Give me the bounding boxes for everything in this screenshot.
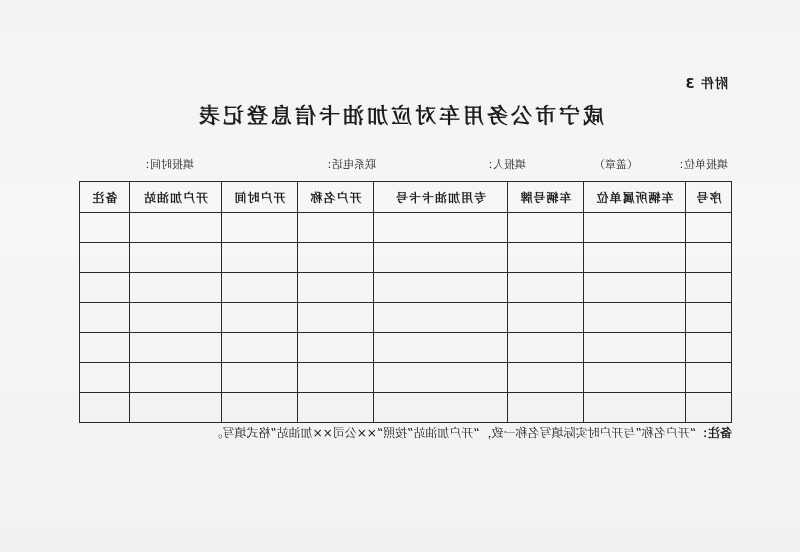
table-cell	[584, 243, 686, 273]
table-cell	[130, 333, 222, 363]
table-cell	[686, 213, 732, 243]
page-title: 咸宁市公务用车对应加油卡信息登记表	[196, 104, 604, 128]
table-cell	[80, 363, 130, 393]
attachment-label: 附件 3	[684, 77, 728, 92]
header-plate: 车辆号牌	[508, 182, 584, 213]
table-header-row	[80, 182, 732, 213]
table-cell	[298, 243, 374, 273]
table-cell	[80, 273, 130, 303]
table-cell	[80, 333, 130, 363]
footnote-label: 备注：	[695, 426, 732, 440]
table-cell	[298, 303, 374, 333]
table-cell	[222, 213, 298, 243]
table-row	[80, 243, 732, 273]
header-vehicle-unit: 车辆所属单位	[584, 182, 686, 213]
table-cell	[508, 213, 584, 243]
table-row	[80, 213, 732, 243]
header-account-name: 开户名称	[298, 182, 374, 213]
fill-unit-label: 填报单位：	[673, 158, 728, 171]
fill-phone-label: 联系电话：	[321, 158, 376, 171]
fill-seal-note: （盖章）	[594, 158, 638, 171]
header-remark: 备注	[80, 182, 130, 213]
table-cell	[374, 243, 508, 273]
table-cell	[584, 363, 686, 393]
table-cell	[222, 393, 298, 423]
table-cell	[130, 363, 222, 393]
table-cell	[374, 393, 508, 423]
table-cell	[222, 363, 298, 393]
table-body	[80, 213, 732, 423]
table-cell	[130, 303, 222, 333]
table-cell	[686, 303, 732, 333]
table-row	[80, 333, 732, 363]
table-cell	[130, 243, 222, 273]
table-cell	[130, 393, 222, 423]
table-cell	[584, 213, 686, 243]
table-cell	[686, 243, 732, 273]
table-cell	[80, 213, 130, 243]
footnote-text: “开户名称”与开户时实际填写名称一致，“开户加油站”按照“××公司××加油站”格式填写。	[210, 426, 696, 440]
footnote	[210, 424, 732, 441]
table-cell	[222, 303, 298, 333]
table-cell	[374, 273, 508, 303]
header-seq: 序号	[686, 182, 732, 213]
table-cell	[298, 333, 374, 363]
table-cell	[130, 213, 222, 243]
table-cell	[222, 273, 298, 303]
table-cell	[374, 333, 508, 363]
table-cell	[298, 273, 374, 303]
table-row	[80, 363, 732, 393]
table-cell	[508, 333, 584, 363]
table-row	[80, 393, 732, 423]
table-cell	[686, 273, 732, 303]
header-card-number: 专用加油卡卡号	[374, 182, 508, 213]
table-cell	[298, 213, 374, 243]
table-cell	[222, 333, 298, 363]
table-cell	[508, 363, 584, 393]
table-cell	[80, 393, 130, 423]
table-cell	[80, 243, 130, 273]
header-station: 开户加油站	[130, 182, 222, 213]
table-cell	[374, 303, 508, 333]
table-cell	[686, 333, 732, 363]
table-cell	[584, 273, 686, 303]
table-cell	[374, 213, 508, 243]
table-cell	[508, 243, 584, 273]
table-cell	[130, 273, 222, 303]
table-cell	[508, 393, 584, 423]
table-cell	[686, 393, 732, 423]
table-cell	[508, 273, 584, 303]
table-cell	[222, 243, 298, 273]
table-row	[80, 273, 732, 303]
table-cell	[686, 363, 732, 393]
table-cell	[374, 363, 508, 393]
header-account-time: 开户时间	[222, 182, 298, 213]
table-cell	[80, 303, 130, 333]
table-cell	[584, 303, 686, 333]
table-cell	[298, 393, 374, 423]
table-cell	[508, 303, 584, 333]
fill-time-label: 填报时间：	[139, 158, 194, 171]
table-row	[80, 303, 732, 333]
table-cell	[584, 333, 686, 363]
registration-table	[79, 181, 732, 423]
table-cell	[584, 393, 686, 423]
fill-person-label: 填报人：	[482, 158, 526, 171]
table-cell	[298, 363, 374, 393]
